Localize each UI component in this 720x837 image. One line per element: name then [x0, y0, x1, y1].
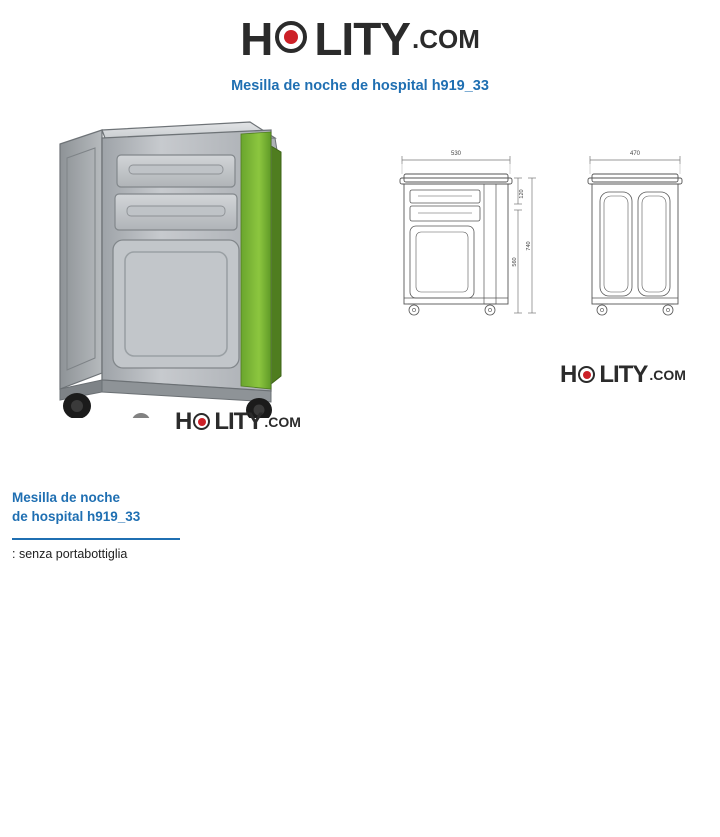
caption-title-line1: Mesilla de noche: [12, 490, 121, 505]
caption-subtitle: : senza portabottiglia: [12, 547, 128, 561]
photo-watermark-logo: [175, 410, 301, 434]
header-logo-container: [0, 0, 720, 65]
brand-logo-com: .COM: [412, 24, 480, 54]
brand-logo-h: H: [560, 361, 577, 388]
brand-logo-lity: LITY: [314, 13, 410, 65]
svg-text:470: 470: [629, 151, 641, 157]
drawing-front-view: [400, 151, 536, 315]
product-caption: [12, 488, 312, 561]
caption-divider: [12, 538, 180, 540]
brand-logo-o-icon: [577, 365, 598, 386]
brand-logo-com: .COM: [264, 414, 301, 430]
brand-logo-lity: LITY: [214, 408, 263, 435]
svg-text:740: 740: [526, 241, 532, 251]
brand-logo-small-photo: [175, 410, 301, 434]
svg-text:560: 560: [512, 257, 518, 267]
brand-logo-o-icon: [273, 19, 313, 59]
brand-logo-o-icon: [192, 412, 213, 433]
caption-title-line2: de hospital h919_33: [12, 509, 141, 524]
brand-logo[interactable]: [240, 13, 480, 65]
content-area: [0, 108, 720, 468]
technical-drawings: [380, 138, 710, 368]
drawing-side-view: [588, 151, 682, 315]
drawing-watermark-logo: [560, 363, 686, 387]
page-title: Mesilla de noche de hospital h919_33: [231, 78, 489, 94]
svg-text:120: 120: [519, 189, 525, 199]
brand-logo-h: H: [175, 408, 192, 435]
brand-logo-lity: LITY: [599, 361, 648, 388]
brand-logo-com: .COM: [649, 367, 686, 383]
product-photo: [45, 108, 345, 418]
brand-logo-small-drawing: [560, 363, 686, 387]
svg-text:530: 530: [450, 151, 462, 157]
brand-logo-h: H: [240, 13, 273, 65]
